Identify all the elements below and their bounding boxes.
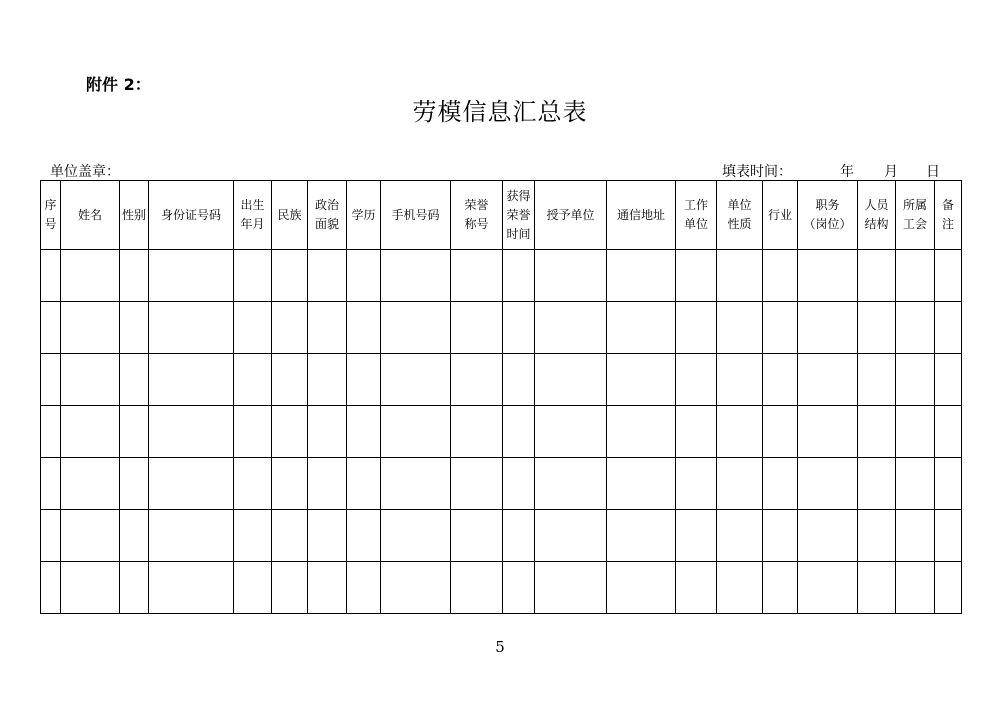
table-cell[interactable]	[676, 510, 717, 562]
summary-table	[40, 180, 962, 614]
table-cell[interactable]	[503, 458, 535, 510]
unit-stamp-label: 单位盖章：	[50, 164, 120, 180]
table-cell[interactable]	[607, 562, 676, 614]
table-cell[interactable]	[41, 302, 61, 354]
table-cell[interactable]	[896, 406, 935, 458]
table-cell[interactable]	[607, 510, 676, 562]
table-cell[interactable]	[935, 250, 962, 302]
table-cell[interactable]	[858, 406, 896, 458]
column-header	[607, 181, 676, 250]
table-row	[41, 510, 962, 562]
column-header-label: 学历	[351, 207, 376, 222]
column-header	[858, 181, 896, 250]
table-cell[interactable]	[272, 250, 308, 302]
table-cell[interactable]	[798, 406, 858, 458]
column-header-label: 获得 荣誉 时间	[506, 188, 531, 241]
table-cell[interactable]	[381, 406, 451, 458]
column-header	[717, 181, 763, 250]
table-cell[interactable]	[381, 354, 451, 406]
table-cell[interactable]	[798, 302, 858, 354]
table-cell[interactable]	[503, 302, 535, 354]
column-header-label: 备 注	[941, 198, 954, 231]
column-header-label: 荣誉 称号	[464, 198, 489, 231]
table-cell[interactable]	[149, 510, 234, 562]
table-cell[interactable]	[308, 510, 347, 562]
table-cell[interactable]	[234, 354, 272, 406]
table-cell[interactable]	[763, 302, 798, 354]
table-cell[interactable]	[763, 458, 798, 510]
table-cell[interactable]	[347, 406, 381, 458]
table-cell[interactable]	[451, 562, 503, 614]
table-cell[interactable]	[858, 510, 896, 562]
table-cell[interactable]	[763, 562, 798, 614]
table-cell[interactable]	[676, 302, 717, 354]
table-cell[interactable]	[676, 406, 717, 458]
table-cell[interactable]	[607, 354, 676, 406]
table-row	[41, 562, 962, 614]
column-header-label: 行业	[767, 207, 792, 222]
table-cell[interactable]	[896, 562, 935, 614]
column-header-label: 职务 （岗位）	[803, 198, 852, 231]
fill-time-label: 填表时间：	[722, 164, 792, 180]
column-header-label: 序 号	[44, 198, 57, 231]
column-header-label: 单位 性质	[727, 198, 752, 231]
table-cell[interactable]	[41, 354, 61, 406]
table-cell[interactable]	[798, 510, 858, 562]
table-cell[interactable]	[717, 406, 763, 458]
table-cell[interactable]	[763, 354, 798, 406]
column-header	[41, 181, 61, 250]
column-header-label: 人员 结构	[864, 198, 889, 231]
column-header	[535, 181, 607, 250]
column-header	[798, 181, 858, 250]
column-header-label: 政治 面貌	[314, 198, 339, 231]
table-cell[interactable]	[896, 458, 935, 510]
table-cell[interactable]	[858, 302, 896, 354]
table-cell[interactable]	[234, 250, 272, 302]
table-cell[interactable]	[717, 510, 763, 562]
table-cell[interactable]	[858, 562, 896, 614]
table-cell[interactable]	[308, 354, 347, 406]
table-cell[interactable]	[451, 250, 503, 302]
table-cell[interactable]	[607, 250, 676, 302]
column-header-label: 出生 年月	[240, 198, 265, 231]
column-header-label: 身份证号码	[160, 207, 221, 222]
table-cell[interactable]	[535, 302, 607, 354]
table-cell[interactable]	[535, 458, 607, 510]
table-cell[interactable]	[149, 302, 234, 354]
table-cell[interactable]	[120, 458, 149, 510]
table-cell[interactable]	[120, 510, 149, 562]
table-cell[interactable]	[503, 354, 535, 406]
table-cell[interactable]	[858, 354, 896, 406]
table-cell[interactable]	[308, 458, 347, 510]
table-cell[interactable]	[149, 562, 234, 614]
table-cell[interactable]	[935, 354, 962, 406]
table-cell[interactable]	[935, 406, 962, 458]
fill-time-day: 日	[926, 164, 940, 180]
table-cell[interactable]	[535, 250, 607, 302]
table-cell[interactable]	[234, 510, 272, 562]
table-cell[interactable]	[451, 406, 503, 458]
table-cell[interactable]	[535, 354, 607, 406]
table-cell[interactable]	[896, 354, 935, 406]
column-header-label: 手机号码	[391, 207, 440, 222]
table-cell[interactable]	[149, 354, 234, 406]
table-cell[interactable]	[798, 250, 858, 302]
table-cell[interactable]	[308, 250, 347, 302]
table-cell[interactable]	[607, 302, 676, 354]
table-cell[interactable]	[272, 354, 308, 406]
table-cell[interactable]	[503, 250, 535, 302]
column-header-label: 姓名	[77, 207, 102, 222]
table-cell[interactable]	[272, 302, 308, 354]
table-cell[interactable]	[896, 510, 935, 562]
table-cell[interactable]	[41, 510, 61, 562]
table-cell[interactable]	[451, 302, 503, 354]
table-cell[interactable]	[120, 406, 149, 458]
table-cell[interactable]	[798, 354, 858, 406]
column-header	[234, 181, 272, 250]
table-cell[interactable]	[607, 406, 676, 458]
table-row	[41, 302, 962, 354]
table-cell[interactable]	[381, 458, 451, 510]
attachment-label: 附件 2：	[86, 75, 151, 94]
table-cell[interactable]	[308, 562, 347, 614]
table-row	[41, 354, 962, 406]
table-cell[interactable]	[347, 250, 381, 302]
table-cell[interactable]	[535, 510, 607, 562]
table-cell[interactable]	[798, 458, 858, 510]
table-cell[interactable]	[503, 510, 535, 562]
column-header-label: 所属 工会	[902, 198, 927, 231]
table-cell[interactable]	[935, 458, 962, 510]
table-cell[interactable]	[381, 562, 451, 614]
table-cell[interactable]	[308, 302, 347, 354]
fill-time-month: 月	[884, 164, 898, 180]
column-header	[896, 181, 935, 250]
table-row	[41, 406, 962, 458]
fill-time-year: 年	[840, 164, 854, 180]
table-cell[interactable]	[381, 510, 451, 562]
table-cell[interactable]	[272, 562, 308, 614]
table-cell[interactable]	[120, 250, 149, 302]
table-cell[interactable]	[676, 562, 717, 614]
table-cell[interactable]	[41, 250, 61, 302]
table-cell[interactable]	[717, 302, 763, 354]
table-cell[interactable]	[381, 302, 451, 354]
table-cell[interactable]	[896, 302, 935, 354]
table-cell[interactable]	[234, 302, 272, 354]
table-cell[interactable]	[347, 510, 381, 562]
table-cell[interactable]	[120, 354, 149, 406]
column-header	[763, 181, 798, 250]
page-title: 劳模信息汇总表	[412, 98, 588, 126]
column-header	[308, 181, 347, 250]
table-cell[interactable]	[717, 458, 763, 510]
column-header	[935, 181, 962, 250]
table-cell[interactable]	[858, 458, 896, 510]
table-cell[interactable]	[149, 406, 234, 458]
table-cell[interactable]	[234, 406, 272, 458]
table-cell[interactable]	[858, 250, 896, 302]
column-header	[61, 181, 120, 250]
table-cell[interactable]	[61, 354, 120, 406]
table-cell[interactable]	[149, 458, 234, 510]
column-header	[451, 181, 503, 250]
header-row	[41, 181, 962, 250]
table-cell[interactable]	[451, 510, 503, 562]
table-cell[interactable]	[717, 562, 763, 614]
table-cell[interactable]	[607, 458, 676, 510]
table-cell[interactable]	[935, 562, 962, 614]
table-cell[interactable]	[234, 458, 272, 510]
table-cell[interactable]	[272, 510, 308, 562]
table-cell[interactable]	[676, 250, 717, 302]
column-header	[272, 181, 308, 250]
table-cell[interactable]	[451, 354, 503, 406]
table-row	[41, 250, 962, 302]
table-cell[interactable]	[381, 250, 451, 302]
table-cell[interactable]	[935, 302, 962, 354]
column-header-label: 授予单位	[546, 207, 595, 222]
page-number: 5	[495, 638, 505, 656]
table-row	[41, 458, 962, 510]
table-cell[interactable]	[798, 562, 858, 614]
table-cell[interactable]	[676, 354, 717, 406]
table-cell[interactable]	[61, 250, 120, 302]
table-cell[interactable]	[272, 406, 308, 458]
column-header	[676, 181, 717, 250]
table-cell[interactable]	[308, 406, 347, 458]
table-cell[interactable]	[503, 562, 535, 614]
column-header-label: 性别	[121, 207, 146, 222]
column-header	[120, 181, 149, 250]
table-cell[interactable]	[535, 406, 607, 458]
table-cell[interactable]	[451, 458, 503, 510]
table-cell[interactable]	[61, 458, 120, 510]
table-cell[interactable]	[763, 250, 798, 302]
table-cell[interactable]	[234, 562, 272, 614]
table-cell[interactable]	[935, 510, 962, 562]
column-header	[381, 181, 451, 250]
table-cell[interactable]	[717, 250, 763, 302]
table-cell[interactable]	[41, 458, 61, 510]
table-cell[interactable]	[535, 562, 607, 614]
table-cell[interactable]	[61, 302, 120, 354]
table-cell[interactable]	[61, 510, 120, 562]
column-header-label: 通信地址	[616, 207, 665, 222]
table-cell[interactable]	[120, 302, 149, 354]
table-cell[interactable]	[149, 250, 234, 302]
table-cell[interactable]	[41, 562, 61, 614]
table-cell[interactable]	[347, 562, 381, 614]
column-header	[503, 181, 535, 250]
table-cell[interactable]	[347, 302, 381, 354]
table-cell[interactable]	[347, 354, 381, 406]
table-cell[interactable]	[503, 406, 535, 458]
table-cell[interactable]	[61, 406, 120, 458]
table-cell[interactable]	[763, 510, 798, 562]
table-cell[interactable]	[272, 458, 308, 510]
table-cell[interactable]	[61, 562, 120, 614]
table-cell[interactable]	[717, 354, 763, 406]
fill-time	[722, 161, 940, 181]
table-cell[interactable]	[347, 458, 381, 510]
table-cell[interactable]	[896, 250, 935, 302]
column-header-label: 工作 单位	[683, 198, 708, 231]
table-cell[interactable]	[41, 406, 61, 458]
table-cell[interactable]	[763, 406, 798, 458]
column-header	[149, 181, 234, 250]
table-cell[interactable]	[120, 562, 149, 614]
table-cell[interactable]	[676, 458, 717, 510]
column-header-label: 民族	[277, 207, 302, 222]
column-header	[347, 181, 381, 250]
